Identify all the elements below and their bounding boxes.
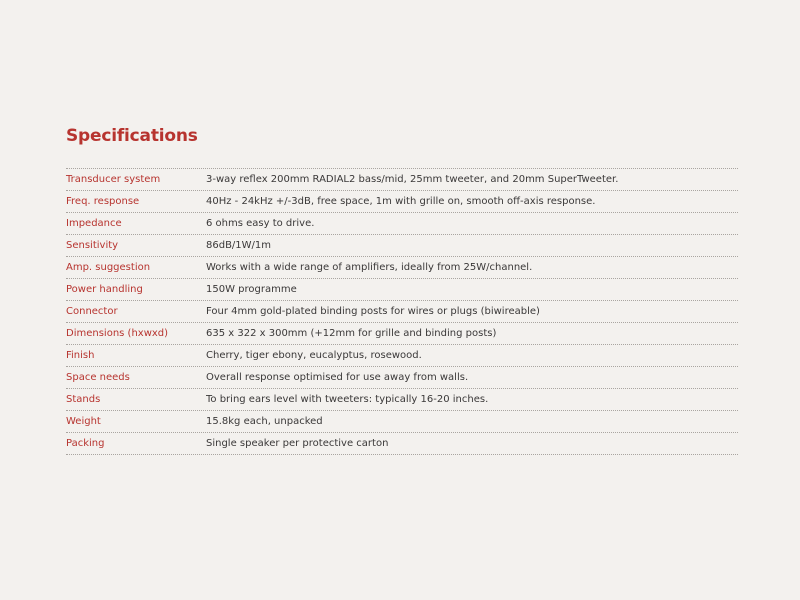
spec-label: Sensitivity: [66, 240, 119, 251]
spec-row-sensitivity: [66, 235, 738, 257]
spec-value: Cherry, tiger ebony, eucalyptus, rosewood.: [206, 350, 422, 361]
spec-row-freq-response: [66, 191, 738, 213]
spec-label: Dimensions (hxwxd): [66, 328, 169, 339]
spec-row-connector: [66, 301, 738, 323]
spec-value: Four 4mm gold-plated binding posts for wires or plugs (biwireable): [206, 306, 540, 317]
spec-value: To bring ears level with tweeters: typically 16-20 inches.: [206, 394, 489, 405]
spec-value: 15.8kg each, unpacked: [206, 416, 323, 427]
spec-label: Impedance: [66, 218, 122, 229]
spec-value: Single speaker per protective carton: [206, 438, 389, 449]
spec-value: Overall response optimised for use away from walls.: [206, 372, 469, 383]
spec-label: Amp. suggestion: [66, 262, 151, 273]
spec-row-transducer-system: [66, 169, 738, 191]
spec-table: [66, 168, 738, 455]
spec-row-finish: [66, 345, 738, 367]
spec-value: 86dB/1W/1m: [206, 240, 272, 251]
spec-value: 150W programme: [206, 284, 297, 295]
spec-label: Space needs: [66, 372, 130, 383]
spec-row-dimensions: [66, 323, 738, 345]
spec-value: 635 x 322 x 300mm (+12mm for grille and binding posts): [206, 328, 497, 339]
spec-label: Weight: [66, 416, 101, 427]
spec-row-packing: [66, 433, 738, 455]
spec-label: Finish: [66, 350, 95, 361]
spec-label: Packing: [66, 438, 105, 449]
spec-label: Stands: [66, 394, 101, 405]
spec-row-space-needs: [66, 367, 738, 389]
spec-row-stands: [66, 389, 738, 411]
spec-row-amp-suggestion: [66, 257, 738, 279]
spec-label: Connector: [66, 306, 118, 317]
spec-label: Freq. response: [66, 196, 140, 207]
spec-value: 40Hz - 24kHz +/-3dB, free space, 1m with grille on, smooth off-axis response.: [206, 196, 596, 207]
spec-row-power-handling: [66, 279, 738, 301]
spec-value: 6 ohms easy to drive.: [206, 218, 315, 229]
spec-value: Works with a wide range of amplifiers, ideally from 25W/channel.: [206, 262, 533, 273]
page-title: Specifications: [66, 126, 198, 146]
spec-row-impedance: [66, 213, 738, 235]
spec-row-weight: [66, 411, 738, 433]
spec-value: 3-way reflex 200mm RADIAL2 bass/mid, 25mm tweeter, and 20mm SuperTweeter.: [206, 174, 619, 185]
spec-label: Transducer system: [66, 174, 161, 185]
spec-label: Power handling: [66, 284, 143, 295]
